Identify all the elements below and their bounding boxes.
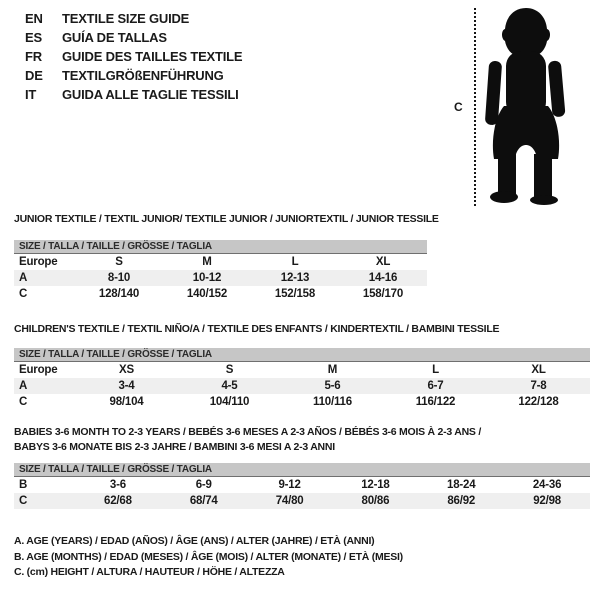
language-code: FR bbox=[25, 49, 42, 64]
height-cell: 152/158 bbox=[274, 288, 316, 300]
height-measure-label: C bbox=[454, 100, 463, 114]
row-label: A bbox=[19, 380, 28, 392]
footnote-b: B. AGE (MONTHS) / EDAD (MESES) / ÂGE (MOIS) / ALTER (MONATE) / ETÀ (MESI) bbox=[14, 550, 403, 563]
size-cell: M bbox=[202, 256, 212, 268]
language-label: GUIDA ALLE TAGLIE TESSILI bbox=[62, 87, 239, 102]
height-cell: 86/92 bbox=[447, 495, 476, 507]
size-header-band: SIZE / TALLA / TAILLE / GRÖSSE / TAGLIA bbox=[14, 240, 427, 254]
table-row bbox=[14, 378, 590, 394]
height-dotted-line bbox=[474, 8, 476, 206]
section-title-text: JUNIOR TEXTILE / TEXTIL JUNIOR/ TEXTILE JUNIOR / JUNIORTEXTIL / JUNIOR TESSILE bbox=[14, 213, 439, 225]
size-cell: S bbox=[225, 364, 234, 376]
size-cell: L bbox=[432, 364, 439, 376]
height-cell: 62/68 bbox=[104, 495, 132, 507]
age-cell: 24-36 bbox=[532, 479, 562, 491]
language-code: IT bbox=[25, 87, 37, 102]
table-row bbox=[14, 477, 590, 493]
section-title-babies bbox=[14, 425, 481, 455]
height-cell: 98/104 bbox=[109, 396, 144, 408]
age-cell: 10-12 bbox=[192, 272, 222, 284]
size-header-band: SIZE / TALLA / TAILLE / GRÖSSE / TAGLIA bbox=[14, 348, 590, 362]
language-label: GUÍA DE TALLAS bbox=[62, 30, 167, 45]
baby-silhouette bbox=[480, 6, 572, 206]
row-label: Europe bbox=[19, 256, 58, 268]
row-label: A bbox=[19, 272, 28, 284]
age-cell: 3-6 bbox=[109, 479, 126, 491]
height-cell: 110/116 bbox=[313, 396, 352, 408]
size-cell: XL bbox=[531, 364, 546, 376]
height-cell: 116/122 bbox=[415, 396, 456, 408]
age-cell: 4-5 bbox=[221, 380, 238, 392]
height-cell: 80/86 bbox=[361, 495, 390, 507]
language-code: EN bbox=[25, 11, 43, 26]
language-row bbox=[25, 47, 242, 66]
language-row bbox=[25, 66, 242, 85]
size-cell: M bbox=[327, 364, 338, 376]
height-cell: 158/170 bbox=[362, 288, 404, 300]
table-row bbox=[14, 394, 590, 410]
language-code: ES bbox=[25, 30, 42, 45]
language-title-list bbox=[25, 9, 242, 104]
footnote-c: C. (cm) HEIGHT / ALTURA / HAUTEUR / HÖHE / ALTEZZA bbox=[14, 566, 285, 578]
age-cell: 6-7 bbox=[427, 380, 444, 392]
row-label: C bbox=[19, 495, 28, 507]
size-header-band: SIZE / TALLA / TAILLE / GRÖSSE / TAGLIA bbox=[14, 463, 590, 477]
section-title-text: BABYS 3-6 MONATE BIS 2-3 JAHRE / BAMBINI 3-6 MESI A 2-3 ANNI bbox=[14, 441, 335, 453]
size-cell: XS bbox=[119, 364, 134, 376]
junior-size-table bbox=[14, 240, 427, 302]
age-cell: 14-16 bbox=[368, 272, 398, 284]
language-row bbox=[25, 9, 242, 28]
age-cell: 12-18 bbox=[361, 479, 390, 491]
height-cell: 122/128 bbox=[518, 396, 559, 408]
age-cell: 6-9 bbox=[195, 479, 212, 491]
height-cell: 104/110 bbox=[209, 396, 250, 408]
section-title-children bbox=[14, 322, 499, 337]
row-label: Europe bbox=[19, 364, 58, 376]
age-cell: 8-10 bbox=[107, 272, 131, 284]
footnotes-block bbox=[14, 534, 403, 581]
babies-size-table bbox=[14, 463, 590, 509]
height-cell: 68/74 bbox=[189, 495, 218, 507]
table-row bbox=[14, 286, 427, 302]
age-cell: 7-8 bbox=[530, 380, 547, 392]
age-cell: 9-12 bbox=[278, 479, 301, 491]
age-cell: 18-24 bbox=[447, 479, 476, 491]
height-cell: 74/80 bbox=[275, 495, 304, 507]
size-cell: S bbox=[115, 256, 123, 268]
age-cell: 5-6 bbox=[324, 380, 341, 392]
section-title-text: BABIES 3-6 MONTH TO 2-3 YEARS / BEBÉS 3-6 MESES A 2-3 AÑOS / BÉBÉS 3-6 MOIS À 2-3 ANS / bbox=[14, 426, 482, 438]
row-label: C bbox=[19, 288, 28, 300]
language-code: DE bbox=[25, 68, 43, 83]
language-label: TEXTILE SIZE GUIDE bbox=[62, 11, 190, 26]
size-cell: XL bbox=[375, 256, 391, 268]
height-cell: 92/98 bbox=[533, 495, 561, 507]
table-row bbox=[14, 254, 427, 270]
size-cell: L bbox=[291, 256, 299, 268]
row-label: C bbox=[19, 396, 28, 408]
height-cell: 140/152 bbox=[186, 288, 228, 300]
language-label: TEXTILGRÖßENFÜHRUNG bbox=[62, 68, 224, 83]
section-title-text: CHILDREN'S TEXTILE / TEXTIL NIÑO/A / TEXTILE DES ENFANTS / KINDERTEXTIL / BAMBINI TESSILE bbox=[14, 323, 500, 335]
language-row bbox=[25, 85, 242, 104]
table-row bbox=[14, 362, 590, 378]
language-label: GUIDE DES TAILLES TEXTILE bbox=[62, 49, 243, 64]
section-title-junior bbox=[14, 212, 439, 227]
table-row bbox=[14, 493, 590, 509]
children-size-table bbox=[14, 348, 590, 410]
footnote-a: A. AGE (YEARS) / EDAD (AÑOS) / ÂGE (ANS) / ALTER (JAHRE) / ETÀ (ANNI) bbox=[14, 535, 375, 547]
age-cell: 3-4 bbox=[118, 380, 135, 392]
language-row bbox=[25, 28, 242, 47]
row-label: B bbox=[19, 479, 28, 491]
height-cell: 128/140 bbox=[98, 288, 140, 300]
table-row bbox=[14, 270, 427, 286]
age-cell: 12-13 bbox=[280, 272, 310, 284]
height-figure bbox=[440, 0, 600, 215]
